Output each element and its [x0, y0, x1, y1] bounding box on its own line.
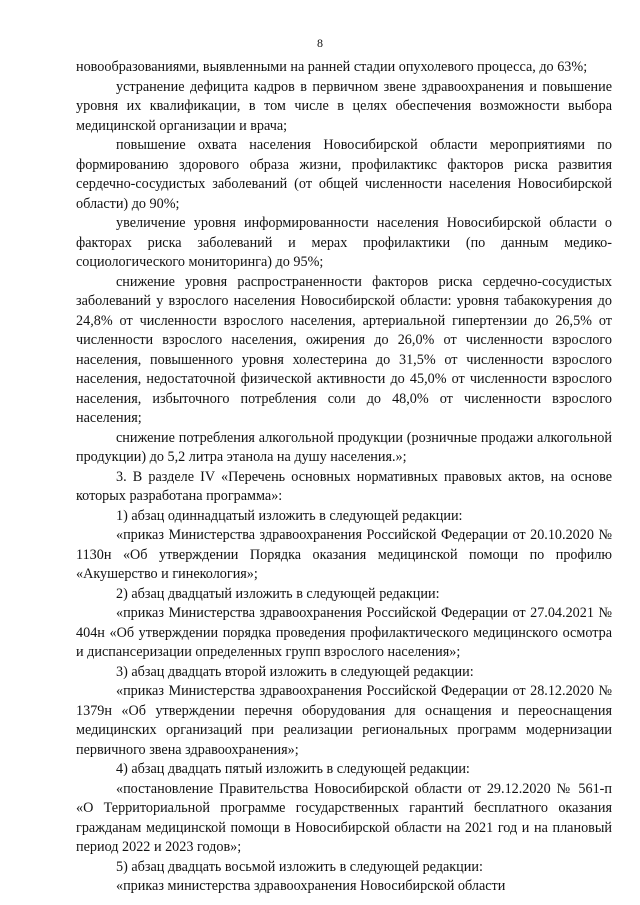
- sub-item: 4) абзац двадцать пятый изложить в следующей редакции:: [116, 761, 470, 777]
- document-body: [76, 58, 612, 897]
- paragraph: увеличение уровня информированности населения Новосибирской области о факторах риска заболеваний и мерах профилактики (по данным медико-социологического мониторинга) до 95%;: [76, 215, 612, 270]
- quoted-act: «постановление Правительства Новосибирской области от 29.12.2020 № 561-п «О Территориальной программе государственных гарантий бесплатного оказания гражданам медицинской помощи в Новосибирской области на 2021 год и на плановый период 2022 и 2023 годов»;: [76, 780, 612, 855]
- sub-item: 3) абзац двадцать второй изложить в следующей редакции:: [116, 663, 474, 680]
- quoted-act: «приказ Министерства здравоохранения Российской Федерации от 28.12.2020 № 1379н «Об утверждении перечня оборудования для оснащения и переоснащения медицинских организаций при реализации региональных программ модернизации первичного звена здравоохранения»;: [76, 683, 612, 758]
- paragraph: снижение потребления алкогольной продукции (розничные продажи алкогольной продукции) до 5,2 литра этанола на душу населения.»;: [76, 429, 612, 465]
- paragraph: устранение дефицита кадров в первичном звене здравоохранения и повышение уровня их квалификации, в том числе в целях обеспечения возможности выбора медицинской организации и врача;: [76, 78, 612, 134]
- section-item: 3. В разделе IV «Перечень основных нормативных правовых актов, на основе которых разработана программа»:: [76, 468, 612, 504]
- paragraph: снижение уровня распространенности факторов риска сердечно-сосудистых заболеваний у взрослого населения Новосибирской области: уровня табакокурения до 24,8% от численности взрослого населения, артериальной гипертензии до 26,5% от численности взрослого населения, ожирения до 26,0% от численности взрослого населения, повышенного уровня холестерина до 31,5% от численности взрослого населения, недостаточной физической активности до 45,0% от численности взрослого населения, избыточного потребления соли до 48,0% от численности взрослого населения;: [76, 273, 612, 426]
- paragraph: повышение охвата населения Новосибирской области мероприятиями по формированию здорового образа жизни, профилактикс факторов риска развития сердечно-сосудистых заболеваний (от общей численности населения Новосибирской области) до 90%;: [76, 137, 612, 212]
- sub-item: 5) абзац двадцать восьмой изложить в следующей редакции:: [116, 858, 483, 875]
- page-number: 8: [317, 36, 323, 50]
- sub-item: 1) абзац одиннадцатый изложить в следующей редакции:: [116, 507, 463, 524]
- quoted-act: «приказ Министерства здравоохранения Российской Федерации от 27.04.2021 № 404н «Об утверждении порядка проведения профилактического медицинского осмотра и диспансеризации определенных групп взрослого населения»;: [76, 605, 612, 660]
- sub-item: 2) абзац двадцатый изложить в следующей редакции:: [116, 585, 440, 602]
- quoted-act: «приказ Министерства здравоохранения Российской Федерации от 20.10.2020 № 1130н «Об утверждении Порядка оказания медицинской помощи по профилю «Акушерство и гинекология»;: [76, 527, 612, 582]
- quoted-act: «приказ министерства здравоохранения Новосибирской области: [116, 878, 506, 894]
- paragraph: новообразованиями, выявленными на ранней стадии опухолевого процесса, до 63%;: [76, 59, 588, 75]
